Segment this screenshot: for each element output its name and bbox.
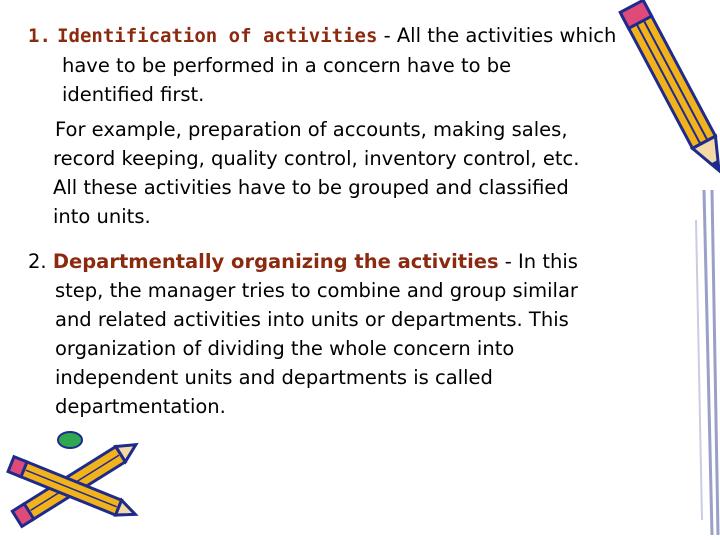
item-1-line-2: have to be performed in a concern have to be [62,54,512,77]
item-2-line: independent units and departments is called [55,366,493,389]
item-2-line: step, the manager tries to combine and group similar [55,279,578,302]
item-1-example-line: For example, preparation of accounts, making sales, [55,118,568,141]
item-1-example-line: into units. [53,205,151,228]
item-2-line: organization of dividing the whole concern into [55,337,515,360]
item-2-line: and related activities into units or departments. This [55,308,569,331]
item-1-heading: Identification of activities [57,25,378,47]
pencil-icon [612,0,720,540]
item-1-example-line: All these activities have to be grouped and classified [53,176,569,199]
item-2-line: departmentation. [55,395,226,418]
crossed-pencils-icon [0,430,150,540]
item-1-lead: - All the activities which [377,24,617,47]
item-2-heading: Departmentally organizing the activities [52,250,499,273]
item-1-example-line: record keeping, quality control, inventory control, etc. [53,147,580,170]
item-2-number: 2. [28,250,47,273]
item-1-line-3: identified first. [62,83,205,106]
item-1-first-line [28,22,616,50]
item-1-number: 1. [28,25,51,47]
item-2-lead: - In this [498,250,578,273]
item-2-first-line [28,248,578,276]
